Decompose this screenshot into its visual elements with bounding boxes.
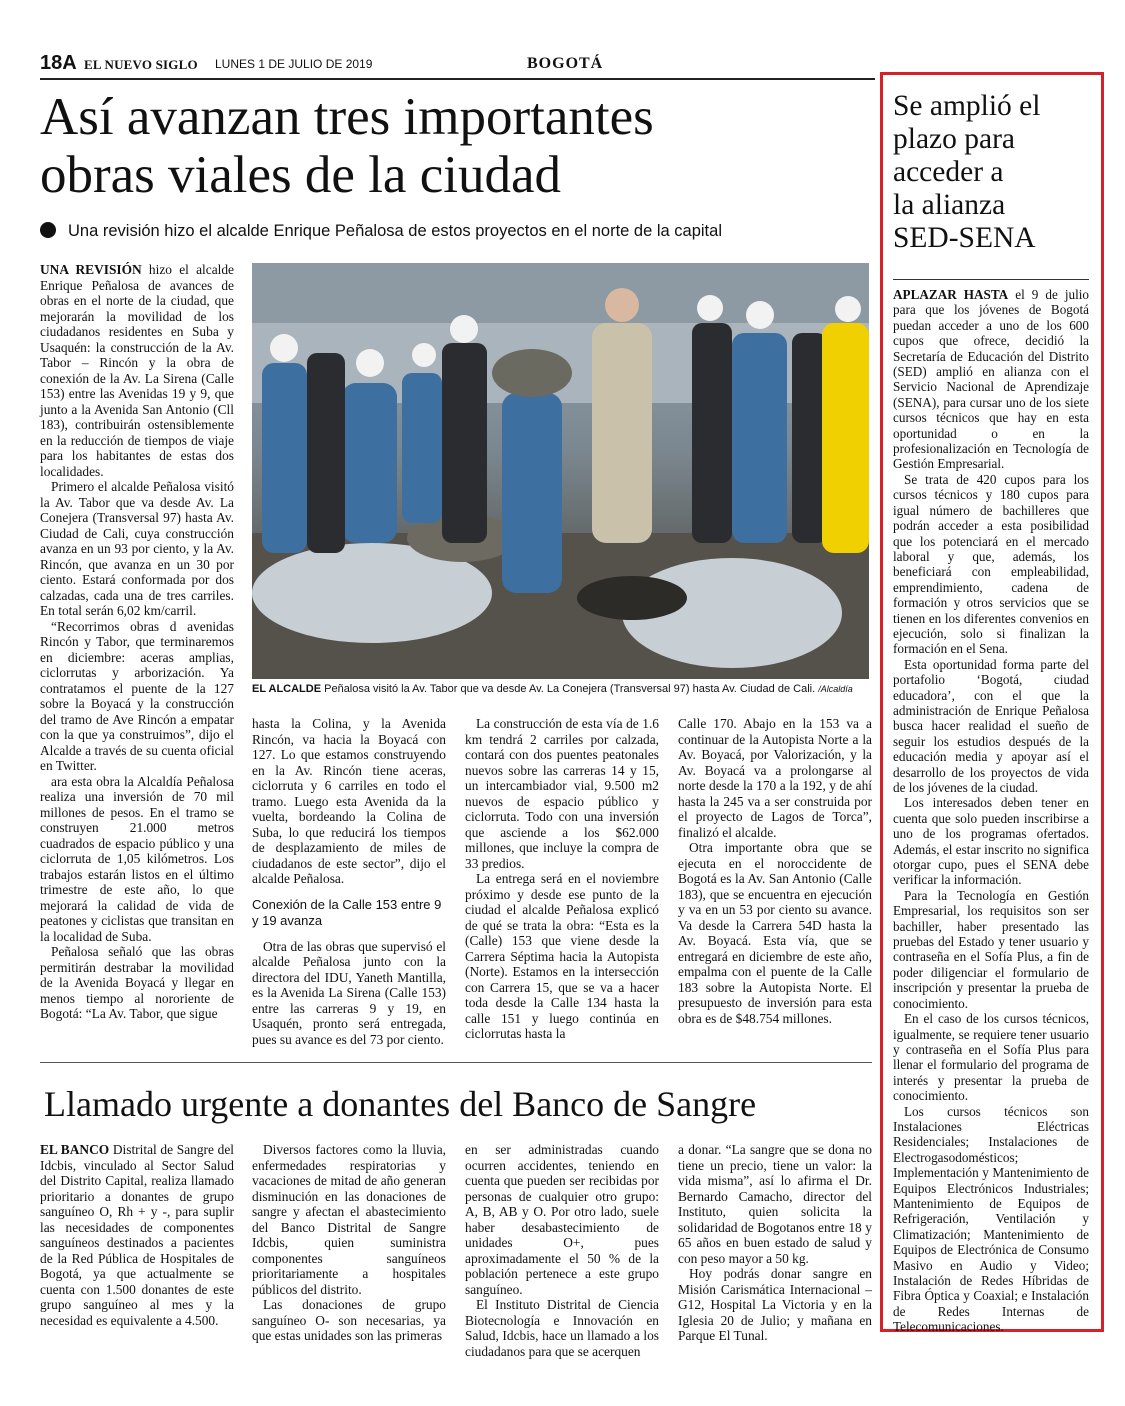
- caption-text: Peñalosa visitó la Av. Tabor que va desde Av. La Conejera (Transversal 97) hasta Av. Ciudad de Cali.: [321, 683, 816, 695]
- paragraph: Hoy podrás donar sangre en Misión Carismática Internacional – G12, Hospital La Victoria y en la Iglesia 20 de Julio; y mañana en Parque El Tunal.: [678, 1266, 872, 1343]
- main-column-4: [678, 716, 872, 1046]
- news-photo: [252, 263, 869, 679]
- section-subtitle: Conexión de la Calle 153 entre 9 y 19 avanza: [252, 896, 442, 928]
- blood-column-4: [678, 1142, 872, 1372]
- paragraph: ara esta obra la Alcaldía Peñalosa realiza una inversión de 70 mil millones de pesos. En el tramo se construyen 21.000 metros cuadrados de espacio público y una ciclorruta de 1,05 kilómetros. Los trabajos estarán listos en el último trimestre de este año, lo que mejorará la calidad de vida de peatones y ciclistas que transitan en la localidad de Suba.: [40, 773, 234, 944]
- sidebar-headline: Se amplió el plazo para acceder a la alianza SED-SENA: [893, 90, 1041, 254]
- paragraph: La construcción de esta vía de 1.6 km tendrá 2 carriles por calzada, contará con dos puentes peatonales nuevos sobre las carreras 14 y 15, un intercambiador vial, 9.500 m2 nuevos de espacio público y ciclorruta. Todo con una inversión que asciende a los $62.000 millones, que incluye la compra de 33 predios.: [465, 716, 659, 871]
- main-column-2: [252, 716, 446, 1046]
- paragraph: Los interesados deben tener en cuenta que solo pueden inscribirse a uno de los programas ofertados. Además, el estar inscrito no significa otorgar cupo, pues el SENA debe verificar la información.: [893, 795, 1089, 888]
- paragraph: Otra de las obras que supervisó el alcalde Peñalosa junto con la directora del IDU, Yaneth Mantilla, es la Avenida La Sirena (Calle 153) entre las carreras 9 y 19, en Usaquén, pronto será entregada, pues su avance es del 73 por ciento.: [252, 938, 446, 1047]
- article-divider: [40, 1062, 872, 1063]
- page-header: [40, 52, 875, 80]
- subhead-text: Una revisión hizo el alcalde Enrique Peñalosa de estos proyectos en el norte de la capital: [68, 222, 722, 240]
- blood-column-1: [40, 1142, 234, 1372]
- kicker: APLAZAR HASTA: [893, 287, 1009, 302]
- main-headline-line2: obras viales de la ciudad: [40, 146, 561, 204]
- photo-caption: [252, 683, 872, 696]
- main-column-1: [40, 262, 234, 1021]
- paragraph: Otra importante obra que se ejecuta en el noroccidente de Bogotá es la Av. San Antonio (Calle 183), que se encuentra en ejecución y va en un 53 por ciento su avance. Va desde la Carrera 54D hasta la Av. Boyacá. Esta vía, que se entregará en diciembre de este año, empalma con el puente de la Calle 183 sobre la Autopista Norte. El presupuesto de inversión para esta obra es de $48.754 millones.: [678, 840, 872, 1026]
- paragraph: Calle 170. Abajo en la 153 va a continuar de la Autopista Norte a la Av. Boyacá, por Valorización, y la Av. Boyacá va a prolongarse al norte desde la 170 a la 192, y de ahí hasta la 245 va a ser construida por el proyecto de Lagos de Torca”, finalizó el alcalde.: [678, 716, 872, 840]
- paragraph: Diversos factores como la lluvia, enfermedades respiratorias y vacaciones de mitad de año generan disminución en las donaciones de sangre y afectan el abastecimiento del Banco Distrital de Sangre Idcbis, quien suministra componentes sanguíneos prioritariamente a hospitales públicos del distrito.: [252, 1142, 446, 1297]
- photo-illustration: [252, 263, 869, 679]
- paragraph: APLAZAR HASTA el 9 de julio para que los jóvenes de Bogotá puedan acceder a uno de los 600 cupos que ofrece, decidió la Secretaría de Educación del Distrito (SED) amplió en alianza con el Servicio Nacional de Aprendizaje (SENA), para cursar uno de los siete cursos técnicos que hay en esta oportunidad o en la profesionalización en Tecnología de Gestión Empresarial.: [893, 287, 1089, 472]
- paragraph: Esta oportunidad forma parte del portafolio ‘Bogotá, ciudad educadora’, con el que la administración de Enrique Peñalosa busca hacer realidad el sueño de seguir los estudios después de la educación media y apoyar así el desarrollo de los proyectos de vida de los jóvenes de la ciudad.: [893, 656, 1089, 795]
- paragraph: Se trata de 420 cupos para los cursos técnicos y 180 cupos para igual número de bachilleres que podrán acceder a esta posibilidad que los potenciará en el mercado laboral y que, además, los beneficiará con empleabilidad, emprendimiento, cadena de formación y otros servicios que se tienen en los diferentes convenios en ejecución, solo si finalizan la formación en el Sena.: [893, 471, 1089, 657]
- sidebar-rule: [893, 279, 1089, 280]
- paragraph: Los cursos técnicos son Instalaciones Eléctricas Residenciales; Instalaciones de Electrogasodomésticos; Implementación y Mantenimiento de Equipos Electrónicos Industriales; Mantenimiento de Equipos de Refrigeración, Ventilación y Climatización; Mantenimiento de Equipos de Electrónica de Consumo Masivo en Audio y Video; Instalación de Redes Híbridas de Fibra Óptica y Coaxial; e Instalación de Redes Internas de Telecomunicaciones.: [893, 1103, 1089, 1335]
- publication-date: LUNES 1 DE JULIO DE 2019: [215, 57, 373, 71]
- paragraph: La entrega será en el noviembre próximo y desde ese punto de la ciudad el alcalde Peñalosa explicó de qué se trata la obra: “Esta es la (Calle) 153 que viene desde la Carrera Séptima hacia la Autopista (Norte). Estamos en la intersección con Carrera 15, que se va a hacer toda desde la Calle 134 hasta la calle 151 y luego continúa en ciclorrutas hasta la: [465, 871, 659, 1041]
- blood-column-2: [252, 1142, 446, 1372]
- kicker: UNA REVISIÓN: [40, 262, 142, 277]
- photo-credit: /Alcaldía: [818, 684, 853, 694]
- caption-lead: EL ALCALDE: [252, 683, 322, 695]
- kicker: EL BANCO: [40, 1142, 110, 1157]
- paragraph: a donar. “La sangre que se dona no tiene un precio, tiene un valor: la vida misma”, así lo afirma el Dr. Bernardo Camacho, director del Instituto, quien solicita la solidaridad de Bogotanos entre 18 y 65 años en buen estado de salud y con peso mayor a 50 kg.: [678, 1142, 872, 1266]
- bullet-icon: [40, 222, 56, 238]
- paragraph: Peñalosa señaló que las obras permitirán destrabar la movilidad de la Avenida Boyacá y llegar en menos tiempo al nororiente de Bogotá: “La Av. Tabor, que sigue: [40, 944, 234, 1021]
- paragraph: en ser administradas cuando ocurren accidentes, teniendo en cuenta que pueden ser recibidas por personas de cualquier otro grupo: A, B, AB y O. Por otro lado, suele haber desabastecimiento de unidades O+, pues aproximadamente el 50 % de la población pertenece a este grupo sanguíneo.: [465, 1142, 659, 1297]
- paragraph: Primero el alcalde Peñalosa visitó la Av. Tabor que va desde Av. La Conejera (Transversal 97) hasta Av. Ciudad de Cali, cuya construcción avanza en un 93 por ciento, y la Av. Rincón, que avanza en un 30 por ciento. Estará conformada por dos calzadas, cada una de tres carriles. En total serán 6,02 km/carril.: [40, 479, 234, 618]
- paragraph: Las donaciones de grupo sanguíneo O- son necesarias, ya que estas unidades son las primeras: [252, 1297, 446, 1343]
- blood-column-3: [465, 1142, 659, 1372]
- paragraph: “Recorrimos obras d avenidas Rincón y Tabor, que terminaremos en diciembre: aceras amplias, ciclorrutas y arborización. Ya contratamos el puente de la 127 sobre la Boyacá y la construcción del tramo de Ave Rincón a empatar con la que ya construimos”, dijo el Alcalde a través de su cuenta oficial en Twitter.: [40, 618, 234, 773]
- main-column-3: [465, 716, 659, 1046]
- newspaper-name: EL NUEVO SIGLO: [84, 57, 198, 72]
- page-number: 18A: [40, 52, 77, 74]
- section-name: BOGOTÁ: [527, 55, 604, 72]
- sidebar-column: [893, 287, 1089, 1335]
- paragraph: Para la Tecnología en Gestión Empresarial, los requisitos son ser bachiller, haber presentado las pruebas del Estado y tener usuario y contraseña en el Sofía Plus, a fin de poder diligenciar el formulario de inscripción y presentar la prueba de conocimiento.: [893, 887, 1089, 1011]
- blood-bank-headline: Llamado urgente a donantes del Banco de Sangre: [44, 1084, 757, 1124]
- paragraph: El Instituto Distrital de Ciencia Biotecnología e Innovación en Salud, Idcbis, hace un llamado a los ciudadanos para que se acerquen: [465, 1297, 659, 1359]
- main-subhead: [40, 222, 870, 241]
- main-headline-line1: Así avanzan tres importantes: [40, 88, 654, 146]
- paragraph: UNA REVISIÓN hizo el alcalde Enrique Peñalosa de avances de obras en el norte de la ciudad, que mejorarán la movilidad de los ciudadanos residentes en Suba y Usaquén: la construcción de la Av. Tabor – Rincón y la obra de conexión de la Av. La Sirena (Calle 153) entre las Avenidas 19 y 9, que junto a la Avenida San Antonio (Cll 183), contribuirán ostensiblemente en la reducción de tiempos de viaje para los habitantes de estas dos localidades.: [40, 262, 234, 479]
- main-headline: [40, 88, 860, 204]
- paragraph: En el caso de los cursos técnicos, igualmente, se requiere tener usuario y contraseña en el Sofía Plus para llenar el formulario del programa de interés y presentar la prueba de conocimiento.: [893, 1011, 1089, 1104]
- paragraph: hasta la Colina, y la Avenida Rincón, va hacia la Boyacá con 127. Lo que estamos construyendo en la Av. Rincón tiene aceras, ciclorruta y 6 carriles en todo el tramo. Luego esta Avenida da la vuelta, bordeando la Colina de Suba, lo que reducirá los tiempos de desplazamiento de miles de ciudadanos de este sector”, dijo el alcalde Peñalosa.: [252, 716, 446, 886]
- paragraph: EL BANCO Distrital de Sangre del Idcbis, vinculado al Sector Salud del Distrito Capital, realiza llamado prioritario a donantes de grupo sanguíneo O, Rh + y -, para suplir las necesidades de componentes sanguíneos destinados a pacientes de la Red Pública de Hospitales de Bogotá, ya que actualmente se cuenta con 1.500 donantes de este grupo sanguíneo al mes y la necesidad es equivalente a 4.500.: [40, 1142, 234, 1328]
